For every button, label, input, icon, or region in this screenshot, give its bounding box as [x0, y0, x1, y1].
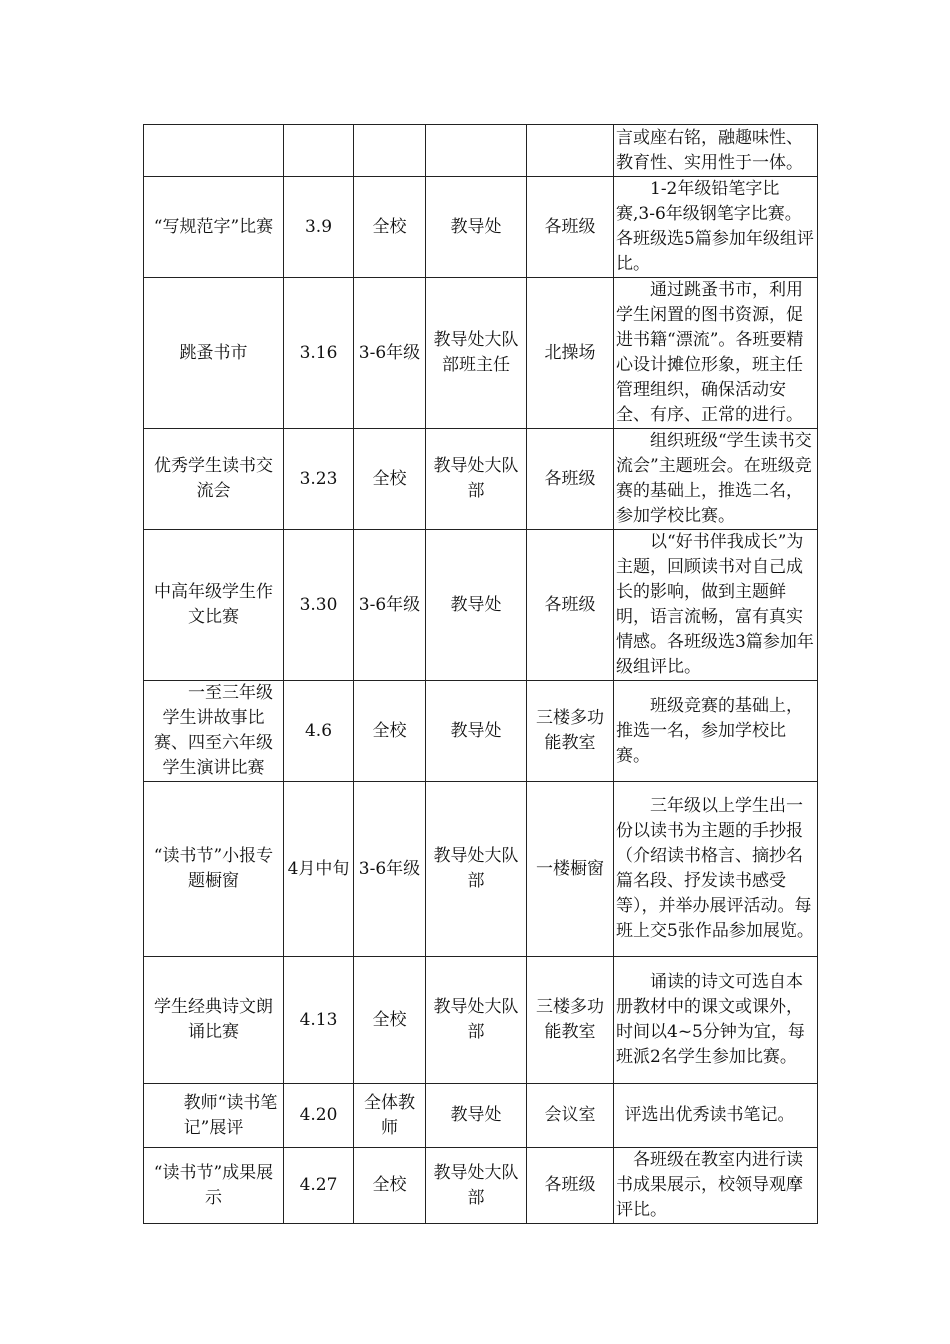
location-cell: 三楼多功能教室 [527, 957, 614, 1084]
participants-cell: 全校 [354, 1148, 426, 1224]
activity-name-cell: 教师“读书笔记”展评 [144, 1084, 284, 1148]
activity-name-cell: 中高年级学生作文比赛 [144, 530, 284, 681]
table-row [144, 1084, 818, 1148]
description-cell: 诵读的诗文可选自本册教材中的课文或课外，时间以4~5分钟为宜，每班派2名学生参加比赛。 [614, 957, 818, 1084]
table-row [144, 278, 818, 429]
activity-name-cell: “读书节”小报专题橱窗 [144, 782, 284, 957]
participants-cell: 3-6年级 [354, 530, 426, 681]
organizer-cell [426, 125, 527, 177]
table-row [144, 681, 818, 782]
location-cell: 各班级 [527, 429, 614, 530]
description-cell: 组织班级“学生读书交流会”主题班会。在班级竞赛的基础上，推选二名，参加学校比赛。 [614, 429, 818, 530]
organizer-cell: 教导处 [426, 681, 527, 782]
location-cell: 各班级 [527, 530, 614, 681]
location-cell [527, 125, 614, 177]
activity-name-cell: “读书节”成果展示 [144, 1148, 284, 1224]
organizer-cell: 教导处 [426, 177, 527, 278]
organizer-cell: 教导处 [426, 530, 527, 681]
location-cell: 北操场 [527, 278, 614, 429]
date-cell: 4.13 [284, 957, 354, 1084]
table-row [144, 1148, 818, 1224]
participants-cell: 全校 [354, 429, 426, 530]
participants-cell: 3-6年级 [354, 782, 426, 957]
description-cell: 班级竞赛的基础上，推选一名，参加学校比赛。 [614, 681, 818, 782]
activity-name-cell: 学生经典诗文朗诵比赛 [144, 957, 284, 1084]
participants-cell: 全校 [354, 957, 426, 1084]
participants-cell [354, 125, 426, 177]
table-row [144, 530, 818, 681]
location-cell: 三楼多功能教室 [527, 681, 614, 782]
date-cell [284, 125, 354, 177]
organizer-cell: 教导处大队部班主任 [426, 278, 527, 429]
location-cell: 一楼橱窗 [527, 782, 614, 957]
activity-schedule-table [143, 124, 818, 1224]
date-cell: 3.23 [284, 429, 354, 530]
date-cell: 4.20 [284, 1084, 354, 1148]
date-cell: 4.6 [284, 681, 354, 782]
table-row [144, 125, 818, 177]
location-cell: 会议室 [527, 1084, 614, 1148]
description-cell: 1-2年级铅笔字比赛,3-6年级钢笔字比赛。各班级选5篇参加年级组评比。 [614, 177, 818, 278]
organizer-cell: 教导处大队部 [426, 1148, 527, 1224]
organizer-cell: 教导处大队部 [426, 782, 527, 957]
activity-name-cell: “写规范字”比赛 [144, 177, 284, 278]
description-cell: 言或座右铭，融趣味性、教育性、实用性于一体。 [614, 125, 818, 177]
activity-name-cell [144, 125, 284, 177]
participants-cell: 全校 [354, 177, 426, 278]
organizer-cell: 教导处大队部 [426, 429, 527, 530]
participants-cell: 全校 [354, 681, 426, 782]
table-row [144, 782, 818, 957]
participants-cell: 3-6年级 [354, 278, 426, 429]
table-row [144, 429, 818, 530]
activity-name-cell: 一至三年级学生讲故事比赛、四至六年级学生演讲比赛 [144, 681, 284, 782]
table-row [144, 957, 818, 1084]
organizer-cell: 教导处 [426, 1084, 527, 1148]
date-cell: 4月中旬 [284, 782, 354, 957]
activity-name-cell: 优秀学生读书交流会 [144, 429, 284, 530]
date-cell: 3.30 [284, 530, 354, 681]
location-cell: 各班级 [527, 177, 614, 278]
date-cell: 3.9 [284, 177, 354, 278]
activity-name-cell: 跳蚤书市 [144, 278, 284, 429]
description-cell: 以“好书伴我成长”为主题，回顾读书对自己成长的影响，做到主题鲜明，语言流畅，富有真实情感。各班级选3篇参加年级组评比。 [614, 530, 818, 681]
description-cell: 各班级在教室内进行读书成果展示，校领导观摩评比。 [614, 1148, 818, 1224]
location-cell: 各班级 [527, 1148, 614, 1224]
date-cell: 3.16 [284, 278, 354, 429]
description-cell: 三年级以上学生出一份以读书为主题的手抄报（介绍读书格言、摘抄名篇名段、抒发读书感受等），并举办展评活动。每班上交5张作品参加展览。 [614, 782, 818, 957]
description-cell: 评选出优秀读书笔记。 [614, 1084, 818, 1148]
participants-cell: 全体教师 [354, 1084, 426, 1148]
table-row [144, 177, 818, 278]
description-cell: 通过跳蚤书市，利用学生闲置的图书资源，促进书籍“漂流”。各班要精心设计摊位形象，班主任管理组织，确保活动安全、有序、正常的进行。 [614, 278, 818, 429]
date-cell: 4.27 [284, 1148, 354, 1224]
organizer-cell: 教导处大队部 [426, 957, 527, 1084]
